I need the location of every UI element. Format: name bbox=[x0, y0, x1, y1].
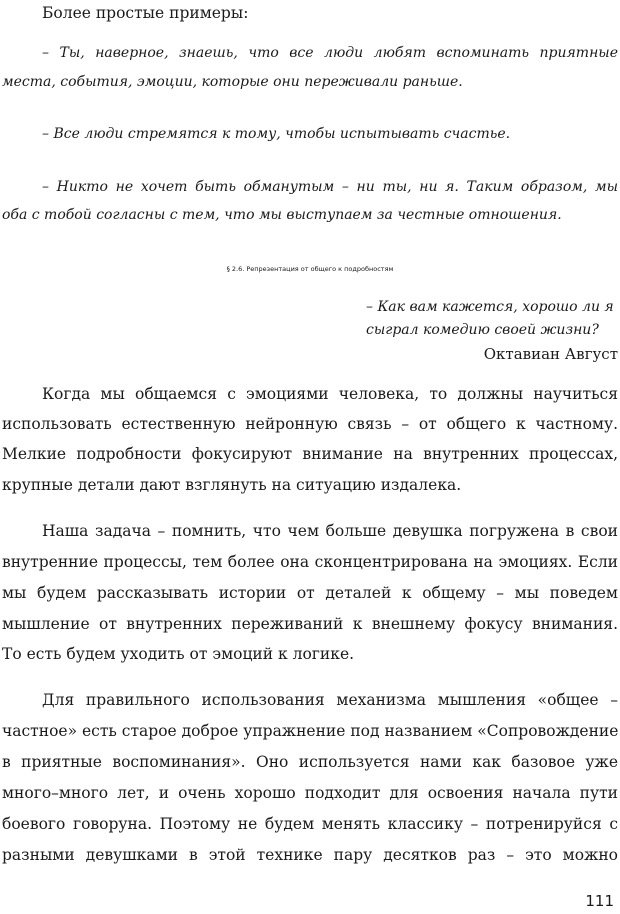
paragraph-line: Мелкие подробности фокусируют внимание на внутренних процессах, bbox=[2, 445, 618, 463]
paragraph-line: крупные детали дают взглянуть на ситуацию издалека. bbox=[2, 476, 462, 494]
epigraph-line: сыграл комедию своей жизни? bbox=[366, 322, 599, 338]
section-heading: § 2.6. Репрезентация от общего к подробностям bbox=[226, 265, 394, 273]
epigraph-author: Октавиан Август bbox=[483, 345, 618, 363]
example-line: – Ты, наверное, знаешь, что все люди любят вспоминать приятные bbox=[42, 45, 618, 61]
intro-line: Более простые примеры: bbox=[42, 4, 249, 22]
epigraph-line: – Как вам кажется, хорошо ли я bbox=[366, 299, 614, 315]
paragraph-line: много–много лет, и очень хорошо подходит для освоения начала пути bbox=[2, 784, 618, 802]
paragraph-line: Когда мы общаемся с эмоциями человека, то должны научиться bbox=[42, 385, 618, 403]
example-line: – Все люди стремятся к тому, чтобы испытывать счастье. bbox=[42, 126, 511, 142]
example-line: места, события, эмоции, которые они переживали раньше. bbox=[2, 74, 463, 90]
paragraph-line: мы будем рассказывать истории от деталей к общему – мы поведем bbox=[2, 584, 618, 602]
paragraph-line: боевого говоруна. Поэтому не будем менять классику – потренируйся с bbox=[2, 815, 618, 833]
page-number: 111 bbox=[585, 892, 614, 910]
paragraph-line: мышление от внутренних переживаний к внешнему фокусу внимания. bbox=[2, 615, 618, 633]
paragraph-line: Наша задача – помнить, что чем больше девушка погружена в свои bbox=[42, 522, 618, 540]
paragraph-line: использовать естественную нейронную связь – от общего к частному. bbox=[2, 415, 618, 433]
paragraph-line: разными девушками в этой технике пару десятков раз – это можно bbox=[2, 846, 618, 864]
paragraph-line: в приятные воспоминания». Оно используется нами как базовое уже bbox=[2, 753, 618, 771]
paragraph-line: частное» есть старое доброе упражнение под названием «Сопровождение bbox=[2, 722, 619, 740]
paragraph-line: То есть будем уходить от эмоций к логике. bbox=[2, 645, 355, 663]
paragraph-line: Для правильного использования механизма мышления «общее – bbox=[42, 691, 618, 709]
example-line: оба с тобой согласны с тем, что мы выступаем за честные отношения. bbox=[2, 207, 562, 223]
example-line: – Никто не хочет быть обманутым – ни ты, ни я. Таким образом, мы bbox=[42, 179, 618, 195]
paragraph-line: внутренние процессы, тем более она сконцентрирована на эмоциях. Если bbox=[2, 553, 618, 571]
